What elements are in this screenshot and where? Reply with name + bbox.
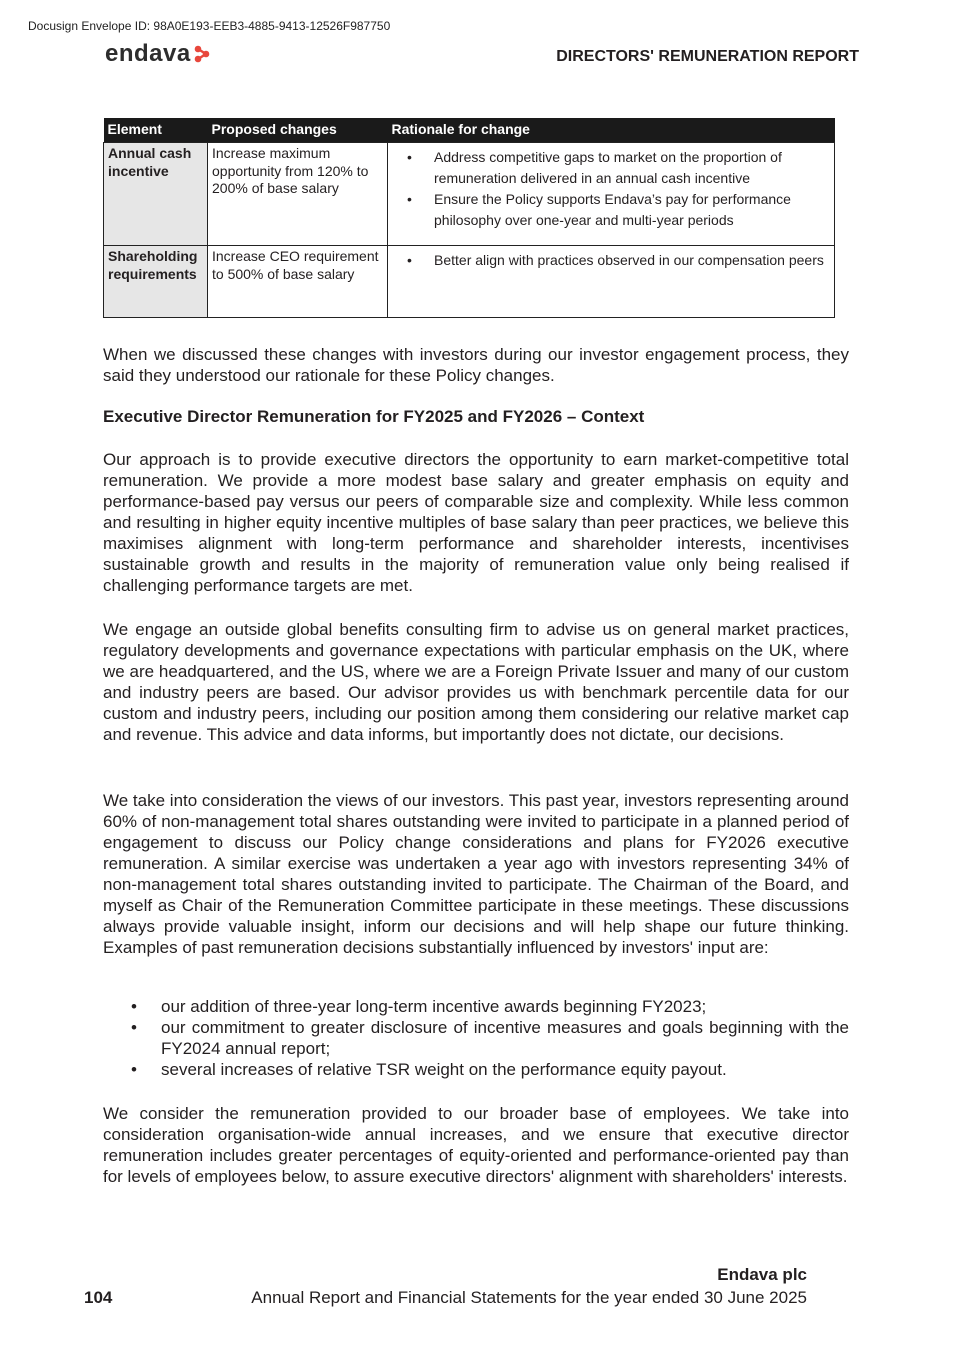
column-header: Proposed changes — [208, 118, 388, 143]
rationale-cell — [388, 143, 835, 246]
rationale-text: Address competitive gaps to market on the proportion of remuneration delivered in an annual cash incentive — [434, 149, 782, 186]
column-header: Rationale for change — [388, 118, 835, 143]
rationale-item: • Better align with practices observed in our compensation peers — [407, 252, 824, 268]
footer-company: Endava plc — [717, 1265, 807, 1284]
column-header: Element — [104, 118, 208, 143]
element-cell: Annual cash incentive — [104, 143, 208, 246]
policy-changes-table — [103, 118, 835, 318]
envelope-id: Docusign Envelope ID: 98A0E193-EEB3-4885-9413-12526F987750 — [28, 19, 391, 33]
list-item: • our commitment to greater disclosure of incentive measures and goals beginning with the FY2024 annual report; — [131, 1018, 849, 1058]
decisions-list — [103, 996, 849, 1080]
rationale-item: • Ensure the Policy supports Endava’s pay for performance philosophy over one-year and multi-year periods — [407, 191, 791, 228]
page-number: 104 — [84, 1288, 113, 1307]
section-heading: Executive Director Remuneration for FY2025 and FY2026 – Context — [103, 407, 645, 426]
list-item: • our addition of three-year long-term incentive awards beginning FY2023; — [131, 997, 707, 1016]
rationale-text: Better align with practices observed in our compensation peers — [434, 252, 824, 268]
paragraph-employees: We consider the remuneration provided to our broader base of employees. We take into consideration organisation-wide annual increases, and we ensure that executive director remuneration includes greater percentages of equity-oriented and performance-oriented pay than for levels of employees below, to assure executive directors' alignment with shareholders' interests. — [103, 1104, 849, 1186]
table-row — [104, 143, 835, 246]
list-item-text: several increases of relative TSR weight on the performance equity payout. — [161, 1060, 727, 1079]
change-cell: Increase maximum opportunity from 120% to 200% of base salary — [208, 143, 388, 246]
table-header-row — [104, 118, 835, 143]
footer-report-title: Annual Report and Financial Statements for the year ended 30 June 2025 — [251, 1288, 807, 1307]
rationale-item: • Address competitive gaps to market on the proportion of remuneration delivered in an annual cash incentive — [407, 149, 782, 186]
logo-mark-icon — [194, 45, 210, 63]
rationale-cell — [388, 246, 835, 318]
list-item: • several increases of relative TSR weight on the performance equity payout. — [131, 1060, 727, 1079]
change-cell: Increase CEO requirement to 500% of base salary — [208, 246, 388, 318]
paragraph-approach: Our approach is to provide executive directors the opportunity to earn market-competitive total remuneration. We provide a more modest base salary and greater emphasis on equity and performance-based pay versus our peers of comparable size and complexity. While less common and resulting in higher equity incentive multiples of base salary than peer practices, we believe this maximises alignment with long-term performance and shareholder interests, incentivises sustainable growth and results in the majority of remuneration value only being realised if challenging performance targets are met. — [103, 450, 849, 595]
paragraph-consulting: We engage an outside global benefits consulting firm to advise us on general market practices, regulatory developments and governance expectations with particular emphasis on the UK, where we are headquartered, and the US, where we are a Foreign Private Issuer and many of our custom and industry peers are based. Our advisor provides us with benchmark percentile data for our custom and industry peers, including our position among them considering our relative market cap and revenue. This advice and data informs, but importantly does not dictate, our decisions. — [103, 620, 849, 744]
endava-logo — [105, 40, 210, 68]
logo-text: endava — [105, 40, 191, 67]
section-header: DIRECTORS' REMUNERATION REPORT — [556, 48, 859, 65]
list-item-text: our addition of three-year long-term incentive awards beginning FY2023; — [161, 997, 707, 1016]
rationale-text: Ensure the Policy supports Endava’s pay for performance philosophy over one-year and multi-year periods — [434, 191, 791, 228]
element-cell: Shareholding requirements — [104, 246, 208, 318]
paragraph-investor-feedback: When we discussed these changes with investors during our investor engagement process, they said they understood our rationale for these Policy changes. — [103, 345, 849, 385]
paragraph-investors: We take into consideration the views of our investors. This past year, investors representing around 60% of non-management total shares outstanding were invited to participate in a planned period of engagement to discuss our Policy change considerations and plans for FY2026 executive remuneration. A similar exercise was undertaken a year ago with investors representing 34% of non-management total shares outstanding invited to participate. The Chairman of the Board, and myself as Chair of the Remuneration Committee participate in these meetings. These discussions always provide valuable insight, inform our decisions and will help shape our future thinking. Examples of past remuneration decisions substantially influenced by investors' input are: — [103, 791, 849, 957]
table-row — [104, 246, 835, 318]
list-item-text: our commitment to greater disclosure of incentive measures and goals beginning with the FY2024 annual report; — [161, 1018, 849, 1058]
